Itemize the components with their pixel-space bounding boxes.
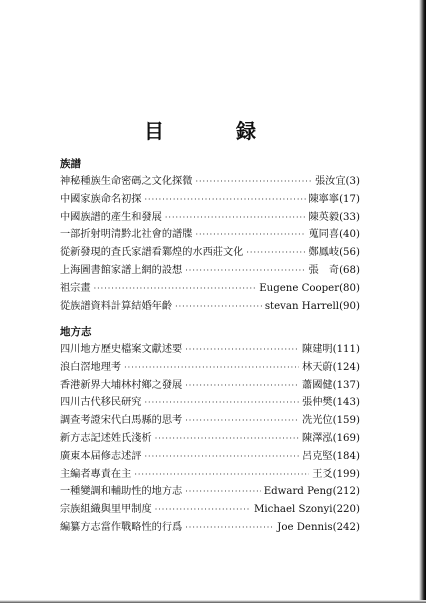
paren-open: ( <box>332 415 337 427</box>
entry-title: 主編者專責在主 <box>60 468 132 480</box>
entry-page: 124 <box>336 361 357 373</box>
paren-close: ) <box>356 361 360 373</box>
entry-author: 蕭國健 <box>302 379 333 391</box>
dot-leader <box>246 244 305 262</box>
entry-page: 56 <box>343 247 357 259</box>
paren-close: ) <box>356 300 360 312</box>
entry-title: 浪白滘地理考 <box>60 361 122 373</box>
entry-title: 從新發現的査氏家譜看鄴煌的水西莊文化 <box>60 247 244 259</box>
dot-leader <box>195 173 312 191</box>
paren-open: ( <box>332 450 337 462</box>
entry-author: Eugene Cooper <box>259 282 340 294</box>
entry-author: 林天蔚 <box>302 361 333 373</box>
paren-close: ) <box>356 264 360 276</box>
paren-open: ( <box>332 486 337 498</box>
entry-page: 33 <box>343 211 357 223</box>
paren-open: ( <box>339 211 344 223</box>
paren-close: ) <box>356 176 360 187</box>
paren-close: ) <box>356 432 360 444</box>
entry-author: 王爻 <box>312 468 333 480</box>
entry-title: 中國家族命名初探 <box>60 193 142 205</box>
paren-close: ) <box>356 379 360 391</box>
entry-author: stevan Harrell <box>264 300 340 312</box>
paren-open: ( <box>345 176 350 187</box>
entry-page: 111 <box>336 344 357 355</box>
dot-leader <box>165 209 306 227</box>
entry-author: Joe Dennis <box>277 521 333 533</box>
dot-leader <box>175 298 262 316</box>
paren-open: ( <box>332 361 337 373</box>
entry-page: 137 <box>336 379 357 391</box>
toc-entry <box>60 298 360 316</box>
paren-open: ( <box>332 344 337 355</box>
toc-entry <box>60 519 360 537</box>
section-local-gazetteers <box>60 323 360 537</box>
entry-author: Edward Peng <box>263 486 333 498</box>
toc-entry <box>60 191 360 209</box>
dot-leader <box>145 394 300 412</box>
entry-page: 68 <box>343 264 357 276</box>
toc-entry <box>60 173 360 191</box>
entry-author: 陳英毅 <box>308 211 340 223</box>
entry-title: 上海圖書館家譜上網的設想 <box>60 264 183 276</box>
entry-author: 張汝宜 <box>314 176 346 187</box>
dot-leader <box>145 448 300 466</box>
entry-title: 廣東本届修志述評 <box>60 450 142 462</box>
paren-close: ) <box>356 521 360 533</box>
entry-page: 17 <box>343 193 357 205</box>
entry-page: 159 <box>336 415 357 427</box>
paren-open: ( <box>339 193 344 205</box>
paren-open: ( <box>339 264 344 276</box>
paren-open: ( <box>332 397 337 409</box>
toc-entry <box>60 226 360 244</box>
entry-title: 中國族譜的產生和發展 <box>60 211 162 223</box>
dot-leader <box>185 519 274 537</box>
entry-author: 張 奇 <box>308 264 340 276</box>
entry-author: 鄭鳳岐 <box>308 247 340 259</box>
dot-leader <box>94 280 257 298</box>
entry-title: 宗族組織與里甲制度 <box>60 504 152 516</box>
paren-close: ) <box>356 193 360 205</box>
dot-leader <box>155 501 251 519</box>
scan-edge-shadow <box>419 0 426 603</box>
toc-entry <box>60 359 360 377</box>
entry-author: 陳寧寧 <box>308 193 340 205</box>
paren-open: ( <box>332 468 337 480</box>
entry-title: 新方志記述姓氏淺析 <box>60 432 152 444</box>
dot-leader <box>145 191 306 209</box>
toc-entry <box>60 394 360 412</box>
paren-close: ) <box>356 247 360 259</box>
dot-leader <box>124 359 299 377</box>
paren-close: ) <box>356 450 360 462</box>
dot-leader <box>185 483 260 501</box>
entry-page: 143 <box>336 397 357 409</box>
entry-page: 212 <box>336 486 357 498</box>
page-title: 目 録 <box>144 119 282 143</box>
entry-page: 80 <box>343 282 357 294</box>
dot-leader <box>185 341 299 359</box>
entry-title: 祖宗畫 <box>60 282 91 294</box>
paren-open: ( <box>332 432 337 444</box>
entry-page: 90 <box>343 300 357 312</box>
paren-open: ( <box>339 247 344 259</box>
section-genealogy <box>60 155 360 315</box>
paren-close: ) <box>356 415 360 427</box>
paren-open: ( <box>339 300 344 312</box>
entry-author: 陳澤泓 <box>302 432 333 444</box>
toc-entry <box>60 483 360 501</box>
entry-title: 從族譜資料計算結婚年齡 <box>60 300 173 312</box>
entry-title: 調查考證宋代白馬縣的思考 <box>60 415 183 427</box>
dot-leader <box>155 430 299 448</box>
entry-title: 四川地方歷史檔案文獻述要 <box>60 344 183 355</box>
entry-title: 香港新界大埔林村鄉之發展 <box>60 379 183 391</box>
dot-leader <box>185 412 299 430</box>
dot-leader <box>185 377 299 395</box>
paren-close: ) <box>356 229 360 241</box>
entry-author: Michael Szonyi <box>253 504 333 516</box>
entry-page: 169 <box>336 432 357 444</box>
dot-leader <box>185 262 305 280</box>
paren-open: ( <box>332 504 337 516</box>
toc-entry <box>60 412 360 430</box>
toc-entry <box>60 448 360 466</box>
paren-close: ) <box>356 468 360 480</box>
toc-entry <box>60 430 360 448</box>
entry-author: 陳建明 <box>302 344 333 355</box>
entry-page: 40 <box>343 229 357 241</box>
paren-open: ( <box>339 282 344 294</box>
section-heading: 地方志 <box>60 326 92 338</box>
paren-close: ) <box>356 397 360 409</box>
toc-entry <box>60 377 360 395</box>
toc-entry <box>60 244 360 262</box>
entry-page: 184 <box>336 450 357 462</box>
entry-author: 呂克堅 <box>302 450 333 462</box>
dot-leader <box>195 226 305 244</box>
toc-entry <box>60 341 360 359</box>
toc-entry <box>60 501 360 519</box>
entry-title: 編纂方志當作戰略性的行爲 <box>60 521 183 533</box>
entry-page: 199 <box>336 468 357 480</box>
entry-author: 蒐同喜 <box>308 229 340 241</box>
entry-title: 一種變調和輔助性的地方志 <box>60 486 183 498</box>
toc-entry <box>60 280 360 298</box>
section-heading: 族譜 <box>60 158 81 170</box>
toc-entry <box>60 466 360 484</box>
entry-page: 220 <box>336 504 357 516</box>
entry-page: 242 <box>336 521 357 533</box>
toc-entry <box>60 262 360 280</box>
entry-title: 一部折射明清黔北社會的譜牒 <box>60 229 193 241</box>
paren-close: ) <box>356 504 360 516</box>
entry-author: 張仲樊 <box>302 397 333 409</box>
entry-page: 3 <box>349 176 357 187</box>
toc-entry <box>60 209 360 227</box>
entry-title: 神秘種族生命密碼之文化探微 <box>60 176 193 187</box>
paren-open: ( <box>339 229 344 241</box>
paren-open: ( <box>332 521 337 533</box>
paren-open: ( <box>332 379 337 391</box>
dot-leader <box>134 466 309 484</box>
paren-close: ) <box>356 486 360 498</box>
paren-close: ) <box>356 344 360 355</box>
paren-close: ) <box>356 211 360 223</box>
entry-author: 冼光位 <box>302 415 333 427</box>
entry-title: 四川古代移民研究 <box>60 397 142 409</box>
paren-close: ) <box>356 282 360 294</box>
